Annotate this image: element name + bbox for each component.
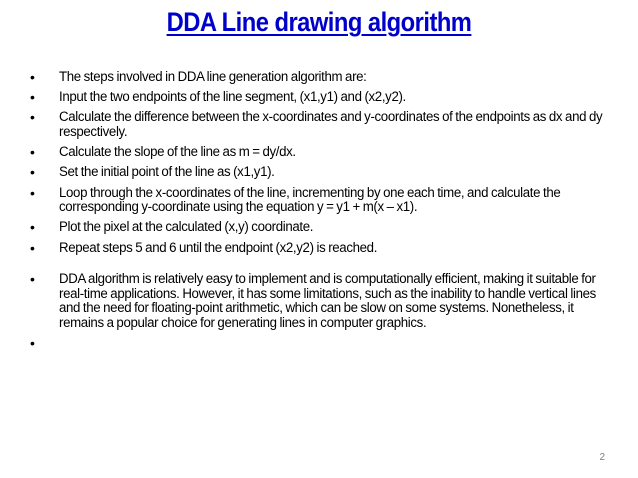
bullet-dot-icon: • bbox=[30, 219, 35, 236]
bullet-dot-icon: • bbox=[30, 144, 35, 161]
bullet-text: Plot the pixel at the calculated (x,y) coordinate. bbox=[59, 219, 314, 235]
bullet-dot-icon: • bbox=[30, 271, 35, 288]
bullet-text: DDA algorithm is relatively easy to implement and is computationally efficient, making it suitable for real-time applications. However, it has some limitations, such as the inability to handle vertical lines and the need for floating-point arithmetic, which can be slow on some systems. Nonetheless, it remains a popular choice for generating lines in computer graphics. bbox=[59, 271, 596, 330]
bullet-item-loop bbox=[24, 186, 612, 215]
bullet-item-difference bbox=[24, 110, 612, 139]
bullet-dot-icon: • bbox=[30, 109, 35, 126]
bullet-item-summary bbox=[24, 272, 612, 330]
bullet-text: Repeat steps 5 and 6 until the endpoint (x2,y2) is reached. bbox=[59, 239, 378, 255]
bullet-item-input bbox=[24, 90, 612, 105]
bullet-text: Calculate the slope of the line as m = dy/dx. bbox=[59, 144, 296, 160]
bullet-dot-icon: • bbox=[30, 184, 35, 201]
bullet-text: Input the two endpoints of the line segment, (x1,y1) and (x2,y2). bbox=[59, 89, 406, 105]
bullet-text: Set the initial point of the line as (x1,y1). bbox=[59, 164, 275, 180]
bullet-item-initial-point bbox=[24, 165, 612, 180]
bullet-dot-icon: • bbox=[30, 164, 35, 181]
bullet-list bbox=[24, 69, 638, 352]
bullet-text: Calculate the difference between the x-coordinates and y-coordinates of the endpoints as dx and dy respectively. bbox=[59, 109, 603, 139]
bullet-item-repeat bbox=[24, 241, 612, 256]
bullet-item-slope bbox=[24, 145, 612, 160]
bullet-text: The steps involved in DDA line generation algorithm are: bbox=[59, 69, 367, 84]
slide-title: DDA Line drawing algorithm bbox=[166, 7, 472, 37]
bullet-text: Loop through the x-coordinates of the line, incrementing by one each time, and calculate the corresponding y-coordinate using the equation y = y1 + m(x – x1). bbox=[59, 184, 561, 215]
bullet-dot-icon: • bbox=[30, 239, 35, 256]
bullet-item-intro bbox=[24, 70, 612, 85]
bullet-dot-icon: • bbox=[30, 89, 35, 106]
bullet-dot-icon: • bbox=[30, 335, 35, 352]
bullet-item-plot bbox=[24, 220, 612, 235]
page-number: 2 bbox=[599, 452, 605, 463]
bullet-dot-icon: • bbox=[30, 69, 35, 85]
